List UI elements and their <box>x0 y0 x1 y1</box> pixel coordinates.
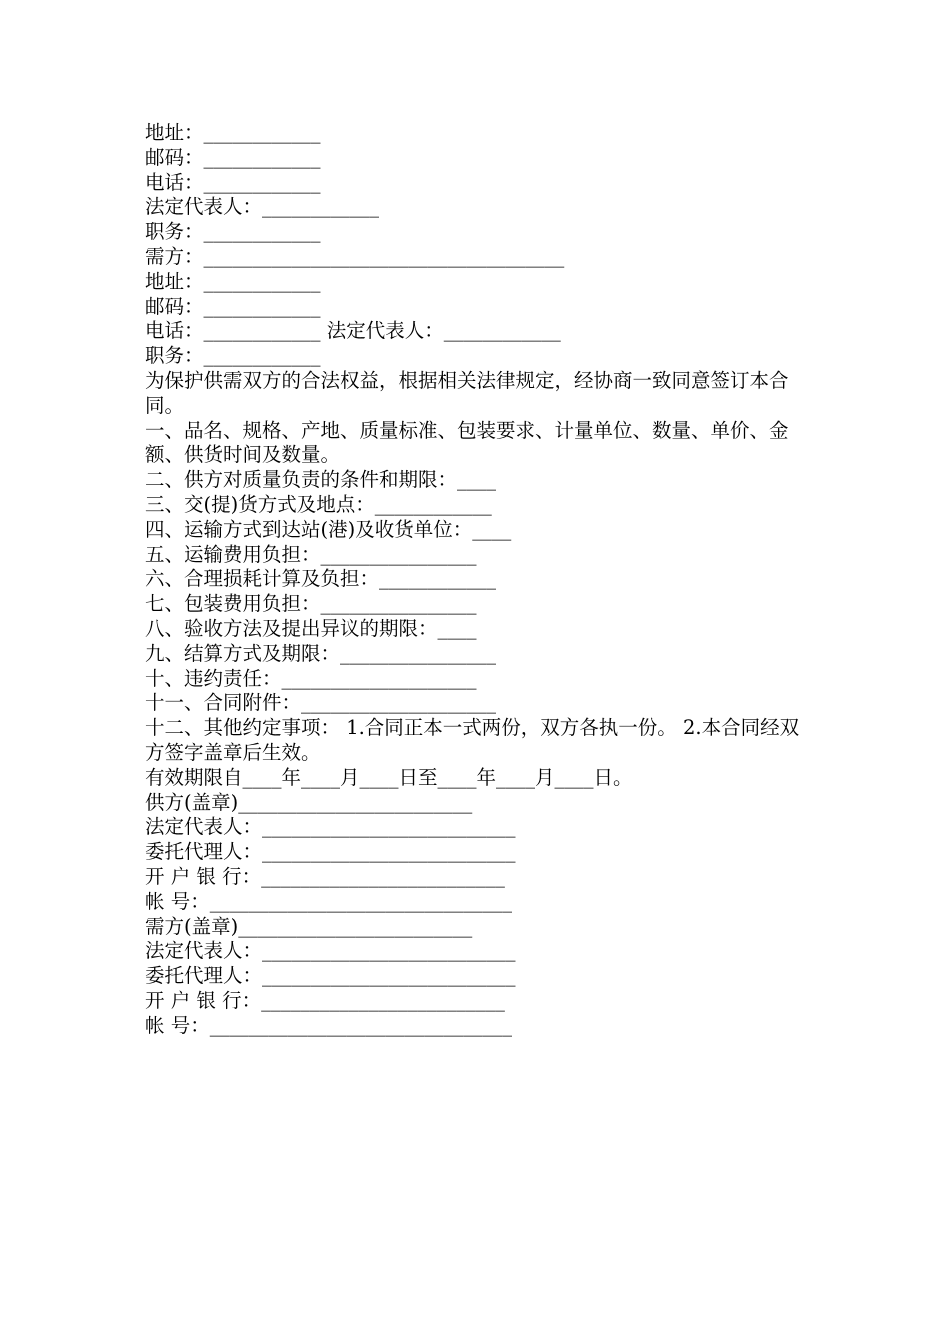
supplier-seal-line: 供方(盖章)________________________ <box>145 790 473 814</box>
buyer-agent-signature: 委托代理人：__________________________ <box>145 964 516 988</box>
buyer-account-line: 帐 号：_______________________________ <box>145 1013 512 1037</box>
supplier-position-line: 职务：____________ <box>145 220 321 244</box>
clause-11: 十一、合同附件：____________________ <box>145 691 497 715</box>
supplier-postcode-line: 邮码：____________ <box>145 145 321 169</box>
clause-12-paragraph: 十二、其他约定事项： 1.合同正本一式两份，双方各执一份。 2.本合同经双方签字盖章后生效。 <box>145 716 800 764</box>
buyer-name-line: 需方：_____________________________________ <box>145 244 565 268</box>
clause-9: 九、结算方式及期限：________________ <box>145 641 497 665</box>
clause-7: 七、包装费用负担：________________ <box>145 592 477 616</box>
buyer-phone-legal-rep-line: 电话：____________ 法定代表人：____________ <box>145 319 561 343</box>
clause-2: 二、供方对质量负责的条件和期限：____ <box>145 468 497 492</box>
buyer-address-line: 地址：____________ <box>145 269 321 293</box>
buyer-position-line: 职务：____________ <box>145 344 321 368</box>
clause-4: 四、运输方式到达站(港)及收货单位：____ <box>145 517 512 541</box>
buyer-legal-rep-signature: 法定代表人：__________________________ <box>145 939 516 963</box>
supplier-account-line: 帐 号：_______________________________ <box>145 889 512 913</box>
validity-period-line: 有效期限自____年____月____日至____年____月____日。 <box>145 765 633 789</box>
supplier-bank-line: 开 户 银 行：_________________________ <box>145 864 505 888</box>
clause-6: 六、合理损耗计算及负担：____________ <box>145 567 497 591</box>
preamble-paragraph: 为保护供需双方的合法权益，根据相关法律规定，经协商一致同意签订本合同。 <box>145 368 789 417</box>
clause-5: 五、运输费用负担：________________ <box>145 542 477 566</box>
clause-10: 十、违约责任：____________________ <box>145 666 477 690</box>
supplier-phone-line: 电话：____________ <box>145 170 321 194</box>
contract-page <box>145 121 810 1038</box>
supplier-legal-rep-line: 法定代表人：____________ <box>145 195 380 219</box>
buyer-postcode-line: 邮码：____________ <box>145 294 321 318</box>
clause-3: 三、交(提)货方式及地点：____________ <box>145 492 492 516</box>
clause-1-paragraph: 一、品名、规格、产地、质量标准、包装要求、计量单位、数量、单价、金额、供货时间及数量。 <box>145 418 789 467</box>
buyer-bank-line: 开 户 银 行：_________________________ <box>145 988 505 1012</box>
buyer-seal-line: 需方(盖章)________________________ <box>145 914 473 938</box>
clause-8: 八、验收方法及提出异议的期限：____ <box>145 616 477 640</box>
supplier-legal-rep-signature: 法定代表人：__________________________ <box>145 815 516 839</box>
supplier-agent-signature: 委托代理人：__________________________ <box>145 840 516 864</box>
supplier-address-line: 地址：____________ <box>145 121 321 144</box>
